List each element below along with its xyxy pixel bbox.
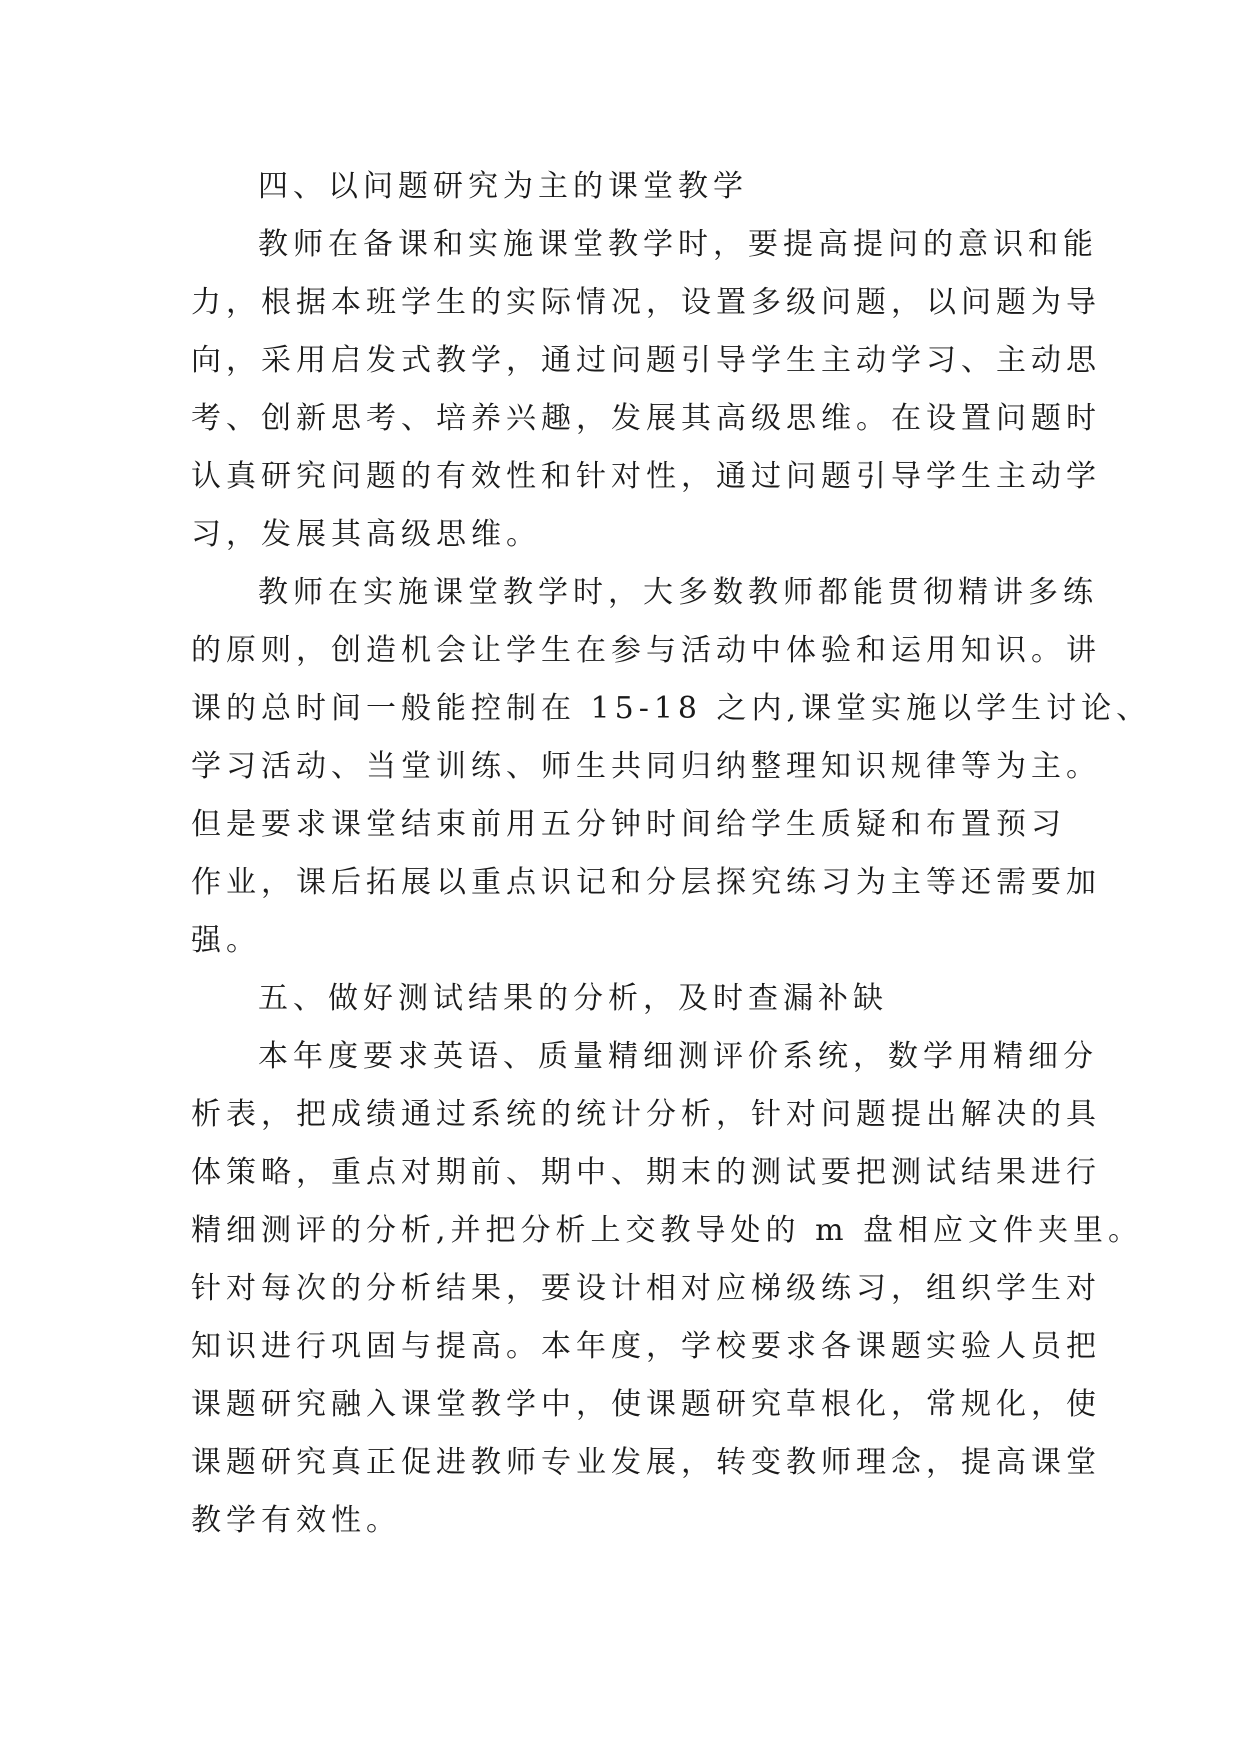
document-body bbox=[191, 158, 1152, 1550]
paragraph-line: 针对每次的分析结果，要设计相对应梯级练习，组织学生对 bbox=[191, 1271, 1101, 1306]
paragraph-line: 认真研究问题的有效性和针对性，通过问题引导学生主动学 bbox=[191, 459, 1101, 494]
paragraph-line: 强。 bbox=[191, 923, 261, 958]
heading-line: 五、做好测试结果的分析，及时查漏补缺 bbox=[258, 981, 888, 1016]
body-paragraph bbox=[191, 1028, 1144, 1550]
paragraph-line: 本年度要求英语、质量精细测评价系统，数学用精细分 bbox=[258, 1039, 1098, 1074]
section-heading bbox=[191, 970, 1051, 1028]
paragraph-line: 向，采用启发式教学，通过问题引导学生主动学习、主动思 bbox=[191, 343, 1101, 378]
paragraph-line: 但是要求课堂结束前用五分钟时间给学生质疑和布置预习 bbox=[191, 807, 1066, 842]
paragraph-line: 习，发展其高级思维。 bbox=[191, 517, 541, 552]
paragraph-line: 教师在备课和实施课堂教学时，要提高提问的意识和能 bbox=[258, 227, 1098, 262]
body-paragraph bbox=[191, 216, 1101, 564]
paragraph-line: 考、创新思考、培养兴趣，发展其高级思维。在设置问题时 bbox=[191, 401, 1101, 436]
section-heading bbox=[191, 158, 1051, 216]
body-paragraph bbox=[191, 564, 1152, 970]
paragraph-line: 课题研究融入课堂教学中，使课题研究草根化，常规化，使 bbox=[191, 1387, 1101, 1422]
paragraph-line: 课题研究真正促进教师专业发展，转变教师理念，提高课堂 bbox=[191, 1445, 1101, 1480]
paragraph-line: 作业，课后拓展以重点识记和分层探究练习为主等还需要加 bbox=[191, 865, 1101, 900]
paragraph-line: 体策略，重点对期前、期中、期末的测试要把测试结果进行 bbox=[191, 1155, 1101, 1190]
heading-line: 四、以问题研究为主的课堂教学 bbox=[258, 169, 748, 204]
paragraph-line: 课的总时间一般能控制在 15-18 之内,课堂实施以学生讨论、 bbox=[191, 691, 1152, 726]
paragraph-line: 学习活动、当堂训练、师生共同归纳整理知识规律等为主。 bbox=[191, 749, 1101, 784]
paragraph-line: 的原则，创造机会让学生在参与活动中体验和运用知识。讲 bbox=[191, 633, 1101, 668]
paragraph-line: 知识进行巩固与提高。本年度，学校要求各课题实验人员把 bbox=[191, 1329, 1101, 1364]
paragraph-line: 力，根据本班学生的实际情况，设置多级问题，以问题为导 bbox=[191, 285, 1101, 320]
paragraph-line: 精细测评的分析,并把分析上交教导处的 m 盘相应文件夹里。 bbox=[191, 1213, 1144, 1248]
paragraph-line: 析表，把成绩通过系统的统计分析，针对问题提出解决的具 bbox=[191, 1097, 1101, 1132]
paragraph-line: 教师在实施课堂教学时，大多数教师都能贯彻精讲多练 bbox=[258, 575, 1098, 610]
paragraph-line: 教学有效性。 bbox=[191, 1503, 401, 1538]
